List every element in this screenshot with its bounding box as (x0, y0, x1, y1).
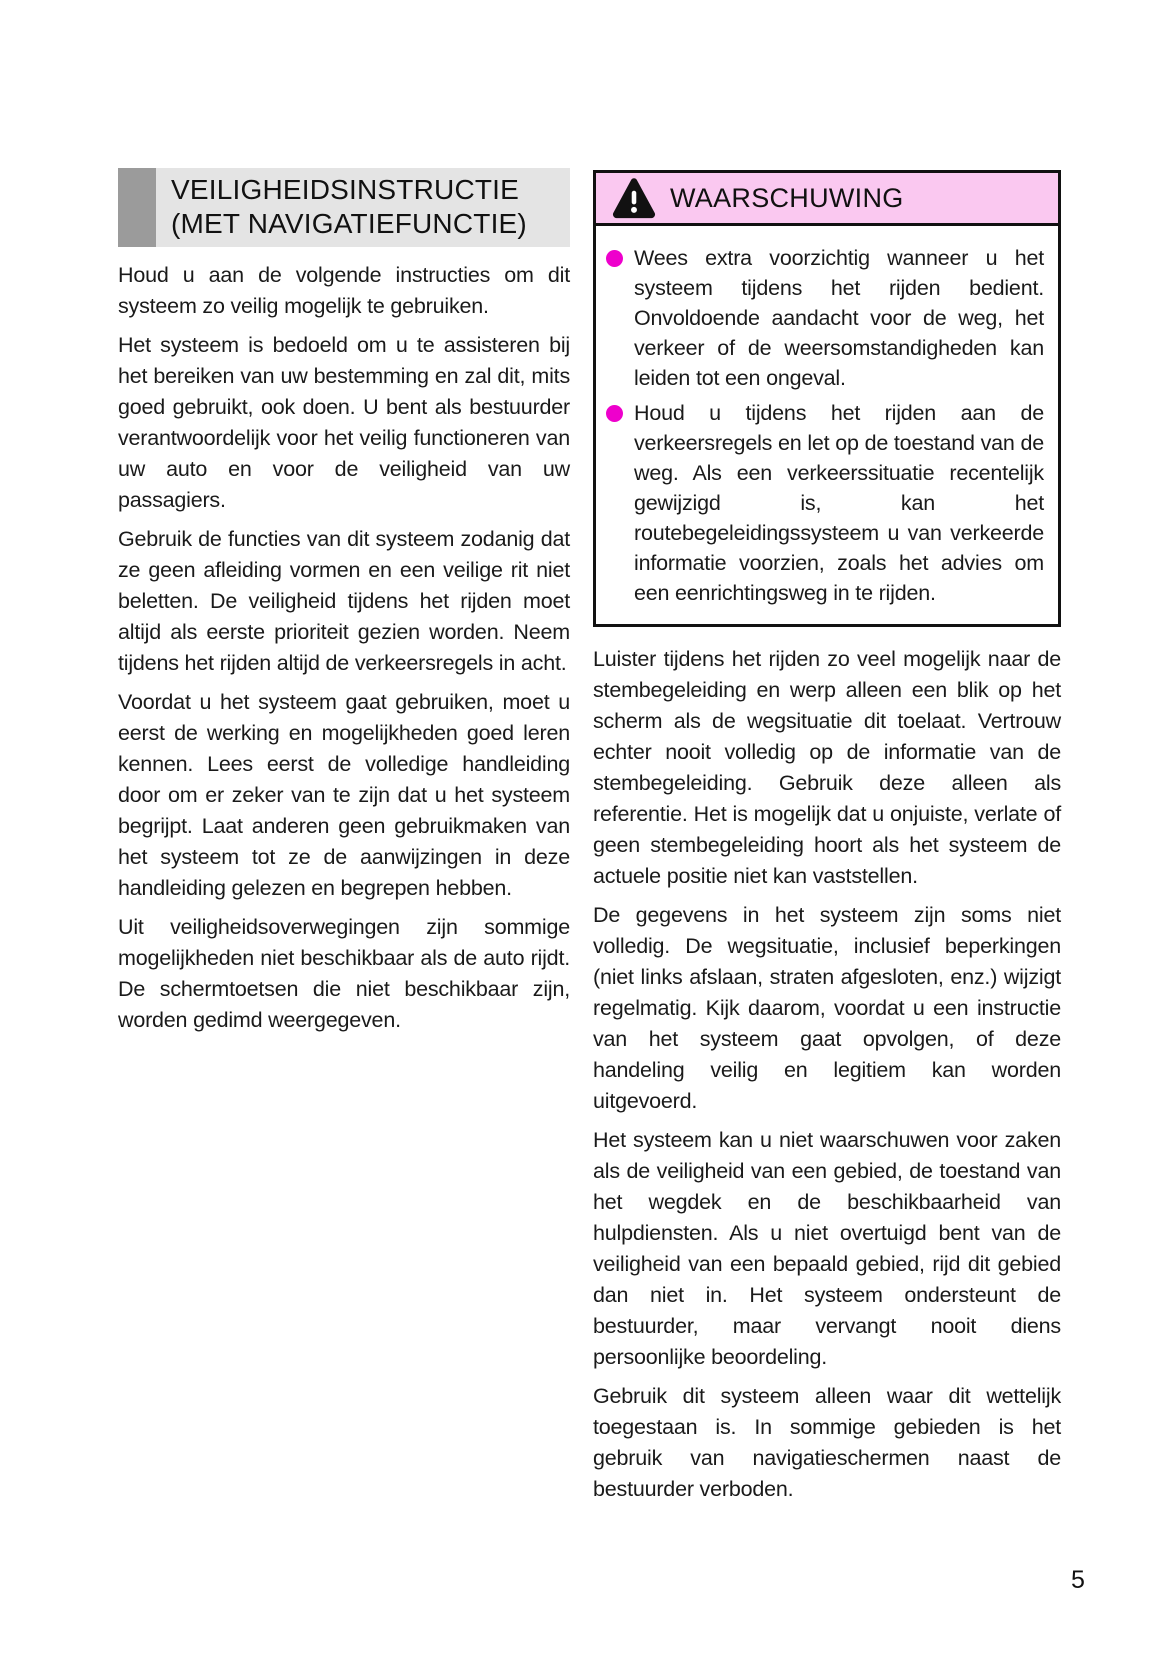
section-title-line1: VEILIGHEIDSINSTRUCTIE (171, 174, 520, 205)
warning-box (593, 170, 1061, 627)
section-title-line2: (MET NAVIGATIEFUNCTIE) (171, 208, 527, 239)
paragraph: Luister tijdens het rijden zo veel mogelijk naar de stembegeleiding en werp alleen een blik op het scherm als de wegsituatie dit toelaat. Vertrouw echter nooit volledig op de informatie van de stembegeleiding. Gebruik deze alleen als referentie. Het is mogelijk dat u onjuiste, verlate of geen stembegeleiding hoort als het systeem de actuele positie niet kan vaststellen. (593, 647, 1061, 888)
warning-triangle-icon (611, 177, 657, 219)
section-title-panel (156, 168, 570, 247)
paragraph: Gebruik de functies van dit systeem zodanig dat ze geen afleiding vormen en een veilige rit niet beletten. De veiligheid tijdens het rijden moet altijd als eerste prioriteit gezien worden. Neem tijdens het rijden altijd de verkeersregels in acht. (118, 527, 570, 675)
warning-title: WAARSCHUWING (670, 182, 904, 213)
warning-bullet-text: Wees extra voorzichtig wanneer u het systeem tijdens het rijden bedient. Onvoldoende aandacht voor de weg, het verkeer of de weersomstandigheden kan leiden tot een ongeval. (634, 246, 1044, 390)
warning-bullet-item (606, 243, 1044, 393)
warning-bullet-text: Houd u tijdens het rijden aan de verkeersregels en let op de toestand van de weg. Als een verkeerssituatie recentelijk gewijzigd is, kan het routebegeleidingssysteem u van verkeerde informatie voorzien, zoals het advies om een eenrichtingsweg in te rijden. (634, 401, 1044, 605)
warning-bullet-item (606, 398, 1044, 608)
paragraph: Gebruik dit systeem alleen waar dit wettelijk toegestaan is. In sommige gebieden is het gebruik van navigatieschermen naast de bestuurder verboden. (593, 1384, 1061, 1501)
paragraph: Houd u aan de volgende instructies om dit systeem zo veilig mogelijk te gebruiken. (118, 263, 570, 318)
bullet-icon (606, 405, 623, 422)
left-column (118, 168, 570, 1044)
section-title-block (118, 168, 570, 247)
section-title-marker (118, 168, 156, 247)
paragraph: Het systeem kan u niet waarschuwen voor zaken als de veiligheid van een gebied, de toestand van het wegdek en de beschikbaarheid van hulpdiensten. Als u niet overtuigd bent van de veiligheid van een bepaald gebied, rijd dit gebied dan niet in. Het systeem ondersteunt de bestuurder, maar vervangt nooit diens persoonlijke beoordeling. (593, 1128, 1061, 1369)
warning-box-body (596, 226, 1058, 624)
page-number: 5 (1071, 1566, 1085, 1594)
paragraph: Het systeem is bedoeld om u te assisteren bij het bereiken van uw bestemming en zal dit, mits goed gebruikt, ook doen. U bent als bestuurder verantwoordelijk voor het veilig functioneren van uw auto en voor de veiligheid van uw passagiers. (118, 333, 570, 512)
bullet-icon (606, 250, 623, 267)
paragraph: Uit veiligheidsoverwegingen zijn sommige mogelijkheden niet beschikbaar als de auto rijdt. De schermtoetsen die niet beschikbaar zijn, worden gedimd weergegeven. (118, 915, 570, 1032)
warning-box-header (596, 173, 1058, 226)
paragraph: De gegevens in het systeem zijn soms niet volledig. De wegsituatie, inclusief beperkingen (niet links afslaan, straten afgesloten, enz.) wijzigt regelmatig. Kijk daarom, voordat u een instructie van het systeem gaat opvolgen, of deze handeling veilig en legitiem kan worden uitgevoerd. (593, 903, 1061, 1113)
paragraph: Voordat u het systeem gaat gebruiken, moet u eerst de werking en mogelijkheden goed leren kennen. Lees eerst de volledige handleiding door om er zeker van te zijn dat u het systeem begrijpt. Laat anderen geen gebruikmaken van het systeem tot ze de aanwijzingen in deze handleiding gelezen en begrepen hebben. (118, 690, 570, 900)
right-column (593, 170, 1061, 1513)
